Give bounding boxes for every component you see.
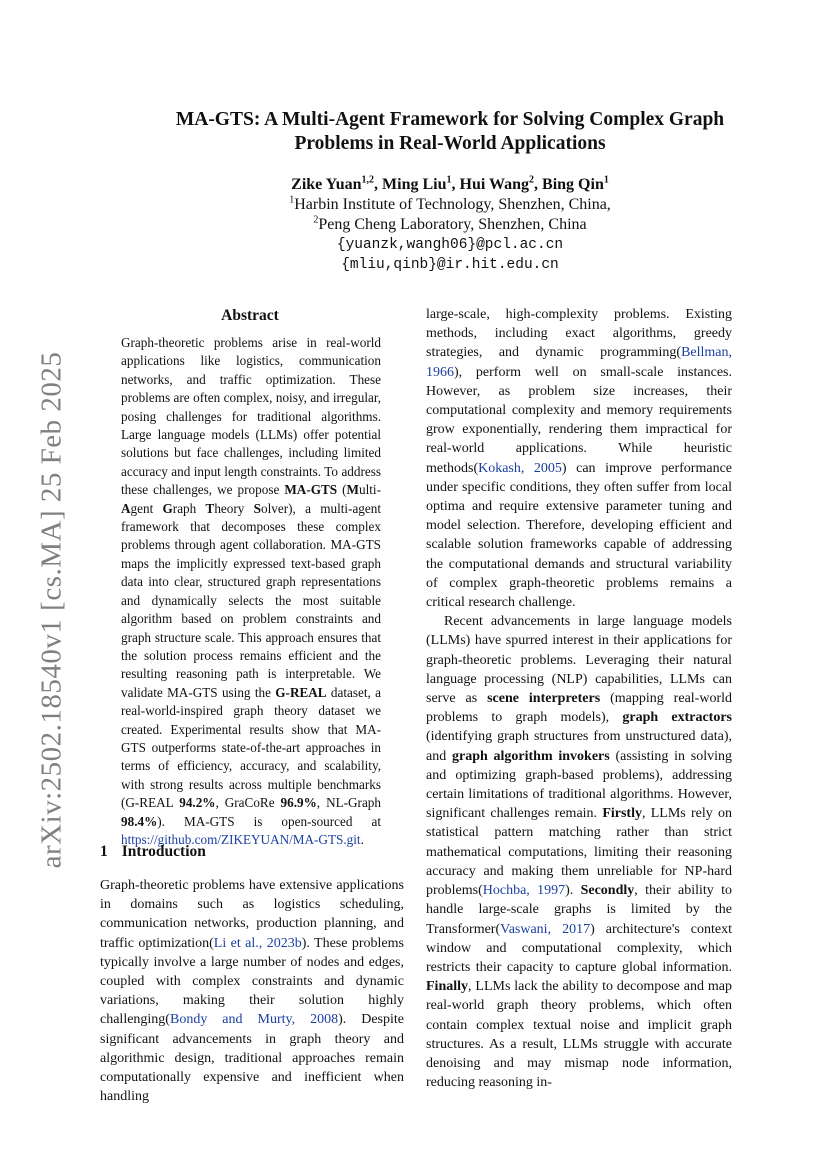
body-text: ), perform well on small-scale instances. However, as problem size increases, their computational complexity and memory requirements grow exponentially, rendering them impractical for real-world applications. While heuristic methods(: [426, 364, 732, 476]
author-sep: ,: [374, 176, 383, 193]
body-text: (mapping real-world problems to graph models),: [426, 691, 732, 726]
abstract-bold: G-REAL: [275, 684, 327, 700]
body-paragraph-1: [426, 305, 732, 612]
citation-link[interactable]: Li et al., 2023b: [213, 935, 302, 951]
affil-sup: 2: [313, 214, 319, 226]
author-block: [100, 175, 800, 275]
abstract-bold: G: [162, 500, 173, 516]
arxiv-identifier: arXiv:2502.18540v1 [cs.MA] 25 Feb 2025: [35, 351, 68, 869]
title-line-2: Problems in Real-World Applications: [294, 133, 606, 154]
section-number: 1: [100, 843, 108, 860]
introduction-body: [100, 876, 404, 1106]
abstract-bold: A: [121, 500, 131, 516]
abstract-text: , GraCoRe: [215, 795, 281, 811]
paper-title: [100, 108, 800, 156]
body-bold: scene interpreters: [487, 691, 601, 707]
affiliation-2: [100, 215, 800, 235]
author-name: Zike Yuan: [291, 176, 362, 193]
author-sep: ,: [534, 176, 543, 193]
abstract-text: ulti-: [359, 482, 381, 498]
citation-link[interactable]: Vaswani, 2017: [500, 921, 591, 937]
abstract-bold: S: [253, 500, 261, 516]
body-bold: Firstly: [602, 806, 642, 822]
body-paragraph-2: [426, 612, 732, 1092]
github-link[interactable]: https://github.com/ZIKEYUAN/MA-GTS.git: [121, 831, 361, 847]
abstract-heading: Abstract: [221, 307, 279, 324]
body-text: (assisting in solving and optimizing graph-based problems), addressing certain limitations of traditional algorithms. However, significant challenges remain.: [426, 748, 733, 822]
citation-link[interactable]: Hochba, 1997: [482, 883, 566, 899]
abstract-bold: 96.9%: [280, 795, 317, 811]
author-affil-sup: 1,2: [361, 174, 375, 186]
body-text: ) can improve performance under specific conditions, they often suffer from local optima and require extensive parameter tuning and model selection. Therefore, developing efficient and scalable solution frameworks capable of addressing the computational demands and structural variability of complex graph-theoretic problems remains a critical research challenge.: [426, 460, 732, 611]
author-name: Hui Wang: [459, 176, 530, 193]
abstract-bold: T: [205, 500, 215, 516]
right-column-body: [426, 305, 732, 1092]
abstract-paragraph: [121, 334, 381, 849]
email-2: {mliu,qinb}@ir.hit.edu.cn: [341, 257, 559, 273]
body-text: ) architecture's context window and computational complexity, which restricts their capacity to capture global information.: [426, 921, 733, 975]
body-bold: Finally: [426, 979, 469, 995]
email-1: {yuanzk,wangh06}@pcl.ac.cn: [336, 237, 564, 253]
affiliation-text: Harbin Institute of Technology, Shenzhen, China,: [294, 196, 611, 213]
citation-link[interactable]: Kokash, 2005: [478, 460, 562, 476]
body-bold: graph extractors: [622, 710, 732, 726]
body-bold: graph algorithm invokers: [451, 748, 610, 764]
author-sep: ,: [451, 176, 460, 193]
citation-link[interactable]: Bellman, 1966: [426, 345, 732, 380]
intro-text: ). Despite significant advancements in graph theory and algorithmic design, traditional approaches remain computationally expensive and inefficient when handling: [100, 1012, 404, 1105]
abstract-body: [121, 334, 381, 849]
body-text: ).: [565, 883, 581, 899]
body-text: large-scale, high-complexity problems. Existing methods, including exact algorithms, greedy strategies, and dynamic programming(: [426, 307, 732, 361]
author-affil-sup: 2: [529, 174, 535, 186]
intro-text: Graph-theoretic problems have extensive applications in domains such as logistics scheduling, communication networks, production planning, and traffic optimization(: [100, 878, 404, 951]
affil-sup: 1: [289, 194, 295, 206]
abstract-text: .: [360, 831, 364, 847]
abstract-text: heory: [214, 500, 254, 516]
affiliation-1: [100, 195, 800, 215]
abstract-text: ). MA-GTS is open-sourced at: [157, 813, 381, 829]
citation-link[interactable]: Bondy and Murty, 2008: [169, 1012, 339, 1028]
section-title: Introduction: [121, 843, 206, 860]
affiliation-text: Peng Cheng Laboratory, Shenzhen, China: [318, 216, 587, 233]
title-line-1: MA-GTS: A Multi-Agent Framework for Solving Complex Graph: [175, 109, 725, 130]
abstract-bold: M: [346, 482, 359, 498]
abstract-bold: 94.2%: [179, 795, 216, 811]
abstract-text: gent: [130, 500, 163, 516]
intro-paragraph: [100, 876, 404, 1106]
abstract-text: raph: [172, 500, 206, 516]
author-name: Ming Liu: [382, 176, 447, 193]
body-text: Recent advancements in large language models (LLMs) have spurred interest in their applications for graph-theoretic problems. Leveraging their natural language processing (NLP) capabilities, LLMs can serve as: [426, 614, 732, 707]
section-heading-introduction: [100, 843, 206, 861]
body-text: , LLMs rely on statistical pattern matching rather than strict mathematical computations, limiting their reasoning accuracy and making them unreliable for NP-hard problems(: [426, 806, 732, 899]
body-text: , their ability to handle large-scale graphs is limited by the Transformer(: [426, 883, 732, 937]
body-text: , LLMs lack the ability to decompose and map real-world graph theory problems, which often contain complex textual noise and implicit graph structures. As a result, LLMs struggle with accurate denoising and may mismap node information, reducing reasoning in-: [426, 979, 732, 1091]
arxiv-sidebar: [22, 350, 82, 870]
body-bold: Secondly: [580, 883, 635, 899]
abstract-bold: 98.4%: [121, 813, 158, 829]
abstract-text: dataset, a real-world-inspired graph theory dataset we created. Experimental results show that MA-GTS outperforms state-of-the-art approaches in terms of efficiency, accuracy, and scalability, with strong results across multiple benchmarks (G-REAL: [121, 684, 382, 811]
author-affil-sup: 1: [446, 174, 452, 186]
body-text: (identifying graph structures from unstructured data), and: [426, 729, 732, 764]
author-name: Bing Qin: [542, 176, 604, 193]
abstract-text: , NL-Graph: [316, 795, 381, 811]
author-names: [100, 175, 800, 195]
author-affil-sup: 1: [603, 174, 609, 186]
abstract-bold: MA-GTS: [284, 482, 338, 498]
abstract-text: (: [337, 482, 347, 498]
intro-text: ). These problems typically involve a large number of nodes and edges, coupled with complex constraints and dynamic variations, making their solution highly challenging(: [100, 935, 404, 1028]
abstract-text: Graph-theoretic problems arise in real-world applications like logistics, communication networks, and traffic optimization. These problems are often complex, noisy, and irregular, posing challenges for traditional algorithms. Large language models (LLMs) offer potential solutions but face challenges, including limited accuracy and input length constraints. To address these challenges, we propose: [121, 335, 381, 498]
abstract-text: olver), a multi-agent framework that decomposes these complex problems through agent collaboration. MA-GTS maps the implicitly expressed text-based graph data into clear, structured graph representations and dynamically selects the most suitable algorithm based on problem constraints and graph structure scale. This approach ensures that the solution process remains efficient and the resulting reasoning path is interpretable. We validate MA-GTS using the: [121, 500, 382, 700]
